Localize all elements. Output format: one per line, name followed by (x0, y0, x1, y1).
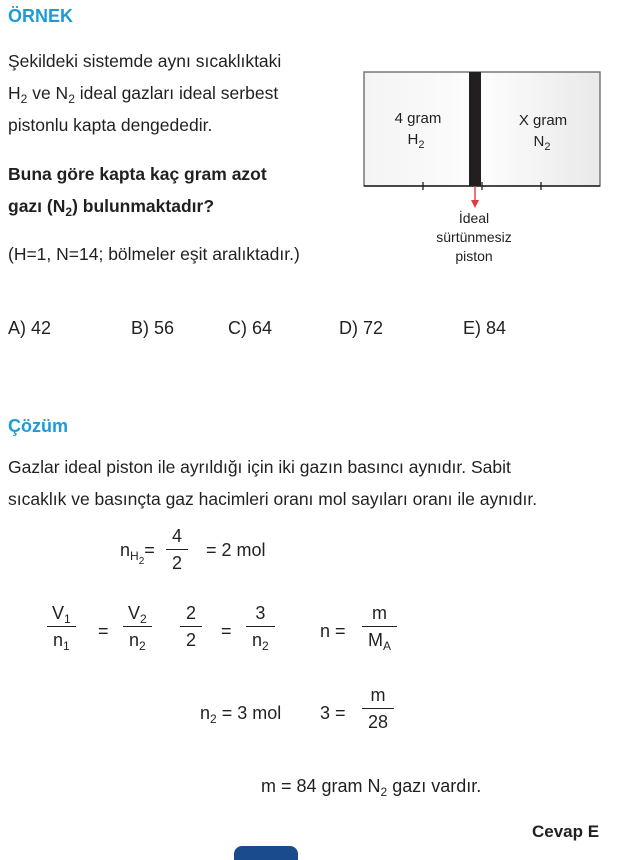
eq1-fraction: $\frac{4}{2}$ (166, 526, 188, 573)
final-result: m = 84 gram $N_2$ gazı vardır. (261, 776, 482, 799)
container-box (364, 72, 600, 186)
eq2-v2-n2: $\frac{V_2}{n_2}$ (122, 603, 153, 650)
solution-heading: Çözüm (8, 416, 68, 436)
option-c[interactable]: C) 64 (228, 318, 273, 338)
eq1-lhs: $n_{H_2}=$ (120, 540, 155, 567)
option-e[interactable]: E) 84 (463, 318, 507, 338)
left-mass-label: 4 gram (394, 110, 442, 127)
page-tab-decoration (234, 846, 298, 860)
option-d[interactable]: D) 72 (339, 318, 384, 338)
eq1-result: = 2 mol (206, 540, 266, 560)
eq2-equals-1: = (98, 621, 109, 641)
eq2-m-over-ma: $\frac{m}{M_A}$ (362, 603, 397, 650)
piston-diagram (360, 66, 610, 271)
option-a[interactable]: A) 42 (8, 318, 52, 338)
answer-label: Cevap E (532, 822, 600, 841)
example-line-2: $H_2$ ve $N_2$ ideal gazları ideal serbest (8, 83, 279, 106)
solution-line-2: sıcaklık ve basınçta gaz hacimleri oranı mol sayıları oranı ile aynıdır. (8, 489, 538, 509)
question-line-1: Buna göre kapta kaç gram azot (8, 164, 267, 184)
eq2-v1-n1: $\frac{V_1}{n_1}$ (46, 603, 77, 650)
solution-text (8, 451, 613, 515)
eq2-fraction-3-n2: $\frac{3}{n_2}$ (246, 603, 275, 650)
eq3-m-over-28: $\frac{m}{28}$ (362, 685, 394, 732)
eq3-three: 3 = (320, 703, 346, 723)
left-gas-label: $H_2$ (407, 131, 425, 151)
example-question (8, 158, 338, 222)
eq2-equals-2: = (221, 621, 232, 641)
option-b[interactable]: B) 56 (131, 318, 175, 338)
eq2-n-label: n = (320, 621, 346, 641)
example-heading: ÖRNEK (8, 6, 74, 26)
right-mass-label: X gram (518, 112, 568, 129)
piston-label-3: piston (455, 248, 493, 264)
example-line-3: pistonlu kapta dengededir. (8, 115, 213, 135)
piston-label-1: İdeal (458, 210, 490, 226)
example-text (8, 45, 338, 141)
solution-line-1: Gazlar ideal piston ile ayrıldığı için iki gazın basıncı aynıdır. Sabit (8, 457, 511, 477)
example-note: (H=1, N=14; bölmeler eşit aralıktadır.) (8, 244, 300, 264)
question-line-2: gazı $(N_2)$ bulunmaktadır? (8, 196, 215, 219)
eq3-n2-value: $n_2 = 3$ mol (200, 703, 282, 726)
right-gas-label: $N_2$ (533, 133, 551, 153)
example-line-1: Şekildeki sistemde aynı sıcaklıktaki (8, 51, 282, 71)
piston-label-2: sürtünmesiz (436, 229, 512, 245)
eq2-fraction-2-2: $\frac{2}{2}$ (180, 603, 202, 650)
piston-bar (469, 72, 481, 186)
